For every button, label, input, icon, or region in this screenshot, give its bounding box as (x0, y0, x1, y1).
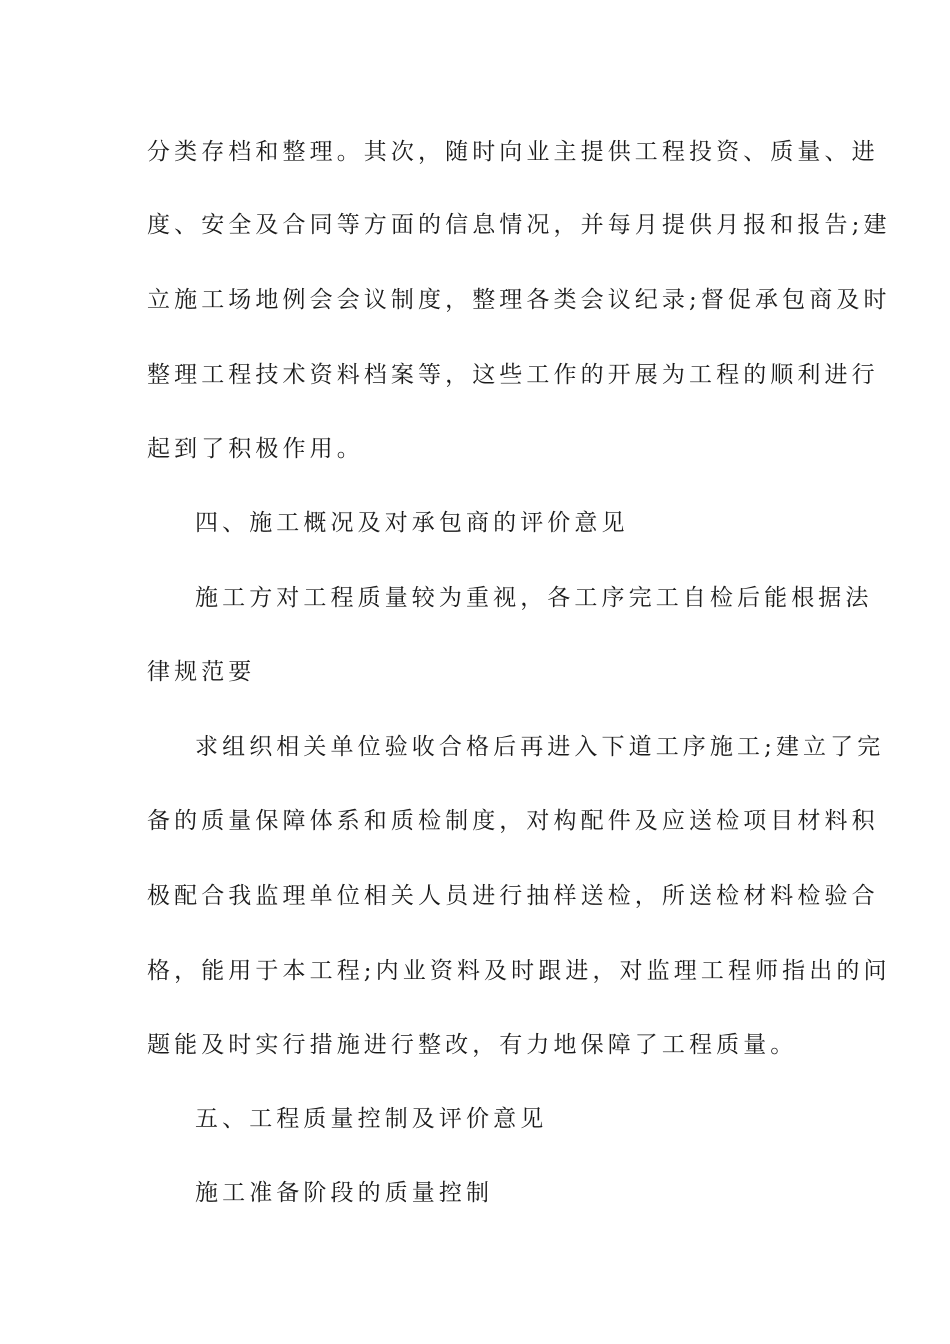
paragraph-line: 施工方对工程质量较为重视，各工序完工自检后能根据法 (195, 585, 873, 611)
paragraph-line: 格，能用于本工程;内业资料及时跟进，对监理工程师指出的问 (147, 958, 891, 984)
subsection-heading: 施工准备阶段的质量控制 (195, 1180, 494, 1206)
paragraph-line: 度、安全及合同等方面的信息情况，并每月提供月报和报告;建 (147, 212, 891, 238)
paragraph-line: 备的质量保障体系和质检制度，对构配件及应送检项目材料积 (147, 808, 879, 834)
paragraph-line: 律规范要 (147, 659, 256, 685)
paragraph-line: 求组织相关单位验收合格后再进入下道工序施工;建立了完 (195, 734, 885, 760)
paragraph-line: 极配合我监理单位相关人员进行抽样送检，所送检材料检验合 (147, 883, 879, 909)
section-heading-four: 四、施工概况及对承包商的评价意见 (195, 510, 629, 536)
paragraph-line: 题能及时实行措施进行整改，有力地保障了工程质量。 (147, 1032, 798, 1058)
paragraph-line: 整理工程技术资料档案等，这些工作的开展为工程的顺利进行 (147, 362, 879, 388)
paragraph-line: 起到了积极作用。 (147, 436, 364, 462)
paragraph-line: 分类存档和整理。其次，随时向业主提供工程投资、质量、进 (147, 139, 879, 165)
section-heading-five: 五、工程质量控制及评价意见 (195, 1106, 548, 1132)
paragraph-line: 立施工场地例会会议制度，整理各类会议纪录;督促承包商及时 (147, 287, 891, 313)
